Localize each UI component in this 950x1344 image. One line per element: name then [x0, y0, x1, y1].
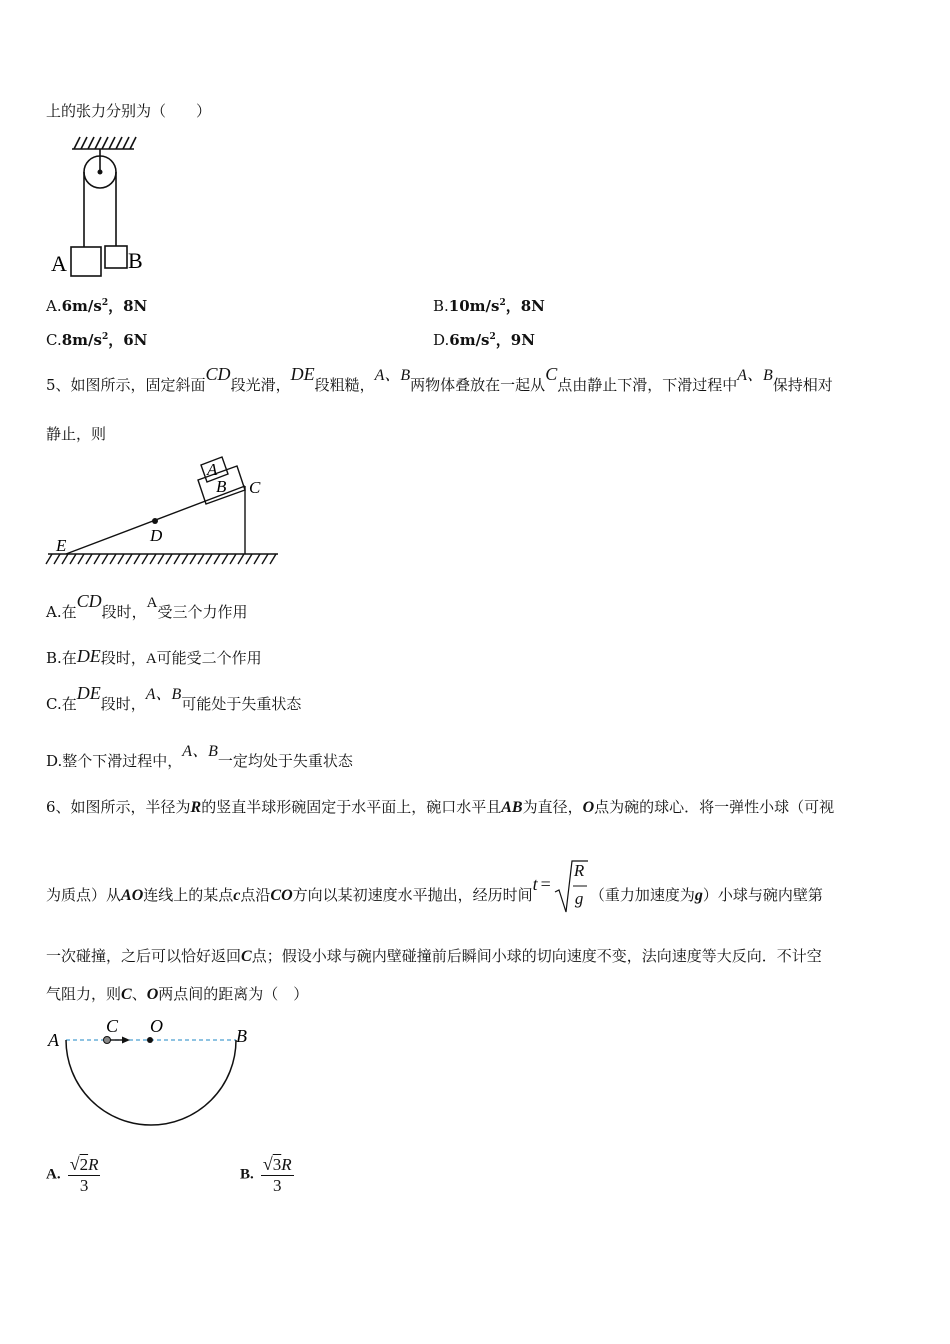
q5-option-b[interactable]: B.在DE段时，A可能受二个作用	[46, 646, 262, 667]
q5-option-c[interactable]: C.在DE段时，A、B可能处于失重状态	[46, 683, 302, 713]
q4-option-a[interactable]: $A.6m/s^2$，8N	[46, 297, 148, 315]
label-b: B	[128, 248, 143, 273]
label-c: C	[249, 478, 261, 497]
q6-stem-line4: 气阻力，则C、O两点间的距离为（ ）	[46, 985, 309, 1003]
label-d: D	[150, 526, 163, 545]
q4-stem-tail: 上的张力分别为（ ）	[46, 102, 212, 120]
label-b: B	[236, 1026, 247, 1046]
q4-option-b[interactable]: $B.10m/s^2$，8N	[433, 297, 545, 315]
q4-option-c[interactable]: $C.8m/s^2$，6N	[46, 331, 148, 349]
label-c: C	[106, 1016, 119, 1036]
q6-option-b[interactable]: B. $\frac{√3R}{3}$	[240, 1154, 292, 1195]
label-e: E	[56, 536, 67, 555]
pulley-figure	[48, 134, 158, 282]
q5-stem-line1: 5、如图所示，固定斜面CD段光滑，DE段粗糙，A、B两物体叠放在一起从C点由静止下滑，下滑过程中A、B保持相对	[46, 364, 833, 394]
bowl-figure	[44, 1012, 264, 1130]
q6-stem-line2: 为质点）从AO连线上的某点c点沿CO方向以某初速度水平抛出，经历时间t = R g （重力加速度为g）小球与碗内壁第	[46, 884, 823, 906]
label-a: A	[51, 251, 67, 276]
q4-option-d[interactable]: $D.6m/s^2$，9N	[433, 331, 535, 349]
label-a: A	[207, 460, 218, 479]
q6-option-a[interactable]: A. $\frac{√2R}{3}$	[46, 1154, 99, 1195]
label-a: A	[48, 1030, 59, 1050]
q5-option-a[interactable]: A.在CD段时，A受三个力作用	[46, 591, 248, 621]
incline-figure	[44, 452, 284, 572]
label-b: B	[216, 477, 227, 496]
q5-option-d[interactable]: D.整个下滑过程中，A、B一定均处于失重状态	[46, 743, 353, 770]
q6-stem-line3: 一次碰撞，之后可以恰好返回C点；假设小球与碗内壁碰撞前后瞬间小球的切向速度不变，法向速度等大反向．不计空	[46, 947, 822, 965]
label-o: O	[150, 1016, 163, 1036]
q6-stem-line1: 6、如图所示，半径为R的竖直半球形碗固定于水平面上，碗口水平且AB为直径，O点为碗的球心．将一弹性小球（可视	[46, 798, 835, 816]
q5-stem-line2: 静止，则	[46, 425, 107, 443]
sqrt-formula: R g	[554, 884, 588, 904]
